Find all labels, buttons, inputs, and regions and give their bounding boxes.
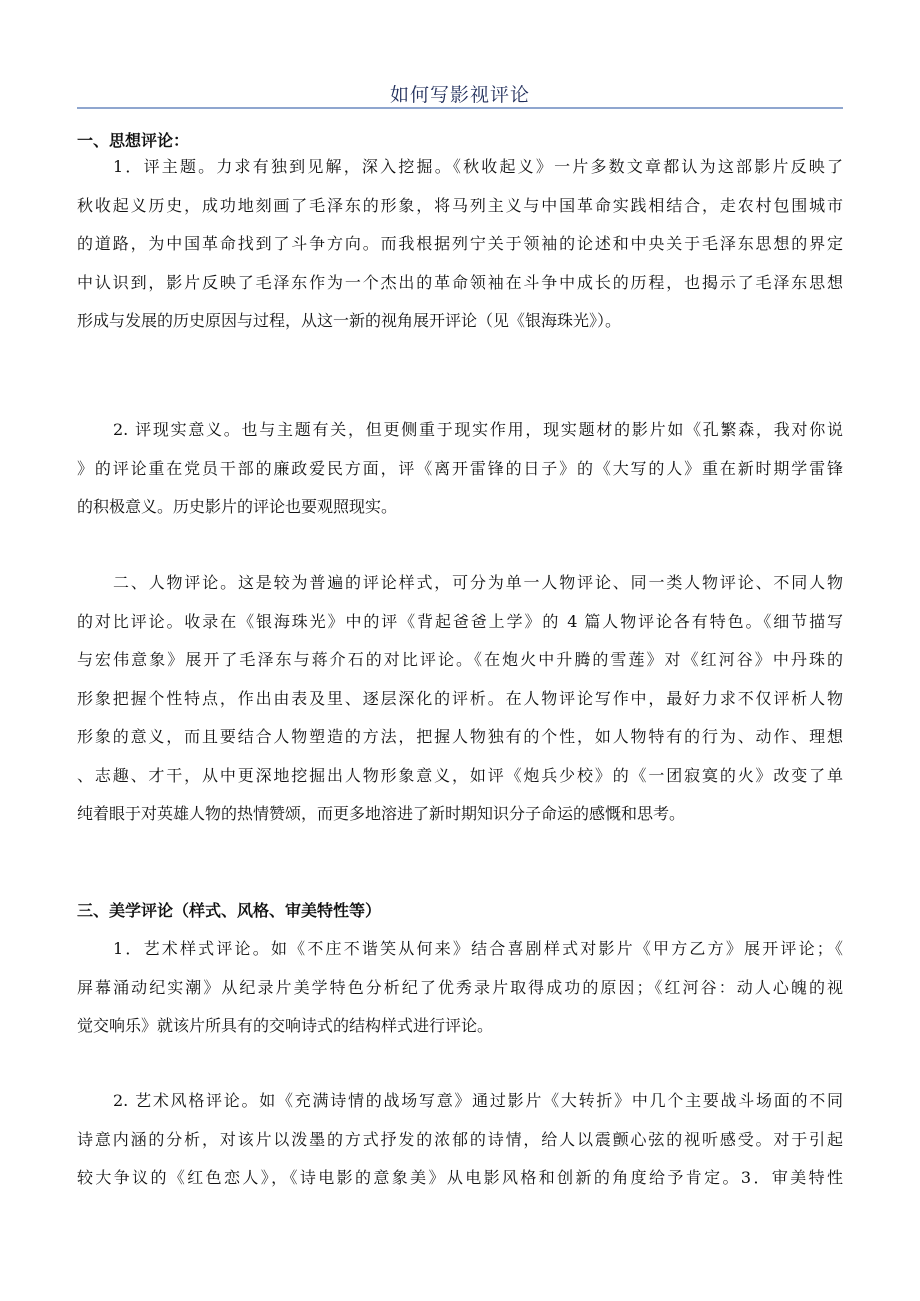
paragraph-character-review [77,564,843,834]
text-line: 1．艺术样式评论。如《不庄不谐笑从何来》结合喜剧样式对影片《甲方乙方》展开评论；《 [113,939,843,958]
paragraph-theme-review [77,148,843,341]
text-line: 》的评论重在党员干部的廉政爱民方面，评《离开雷锋的日子》的《大写的人》重在新时期学雷锋 [77,458,843,478]
text-line: 的对比评论。收录在《银海珠光》中的评《背起爸爸上学》的 4 篇人物评论各有特色。《细节描写 [77,611,843,631]
text-line: 较大争议的《红色恋人》，《诗电影的意象美》从电影风格和创新的角度给予肯定。3．审美特性 [77,1168,843,1187]
text-line: 的道路，为中国革命找到了斗争方向。而我根据列宁关于领袖的论述和中央关于毛泽东思想的界定 [77,234,843,253]
text-line: 的积极意义。历史影片的评论也要观照现实。 [77,497,398,516]
section-heading-thought-review: 一、思想评论： [77,131,190,150]
section-heading-aesthetic-review: 三、美学评论（样式、风格、审美特性等） [77,901,382,920]
text-line: 中认识到，影片反映了毛泽东作为一个杰出的革命领袖在斗争中成长的历程，也揭示了毛泽东思想 [77,272,843,292]
text-line: 与宏伟意象》展开了毛泽东与蒋介石的对比评论。《在炮火中升腾的雪莲》对《红河谷》中丹珠的 [77,650,843,669]
text-line: 形象的意义，而且要结合人物塑造的方法，把握人物独有的个性，如人物特有的行为、动作、理想 [77,727,843,746]
text-line: 二、人物评论。这是较为普遍的评论样式，可分为单一人物评论、同一类人物评论、不同人物 [113,573,843,592]
text-line: 觉交响乐》就该片所具有的交响诗式的结构样式进行评论。 [77,1016,494,1035]
paragraph-realistic-significance [77,411,843,527]
text-line: 、志趣、才干，从中更深地挖掘出人物形象意义，如评《炮兵少校》的《一团寂寞的火》改变了单 [77,765,843,785]
title-underline-divider [77,107,843,109]
text-line: 屏幕涌动纪实潮》从纪录片美学特色分析纪了优秀录片取得成功的原因；《红河谷：动人心魄的视 [77,977,843,997]
paragraph-art-form-review [77,930,843,1046]
text-line: 1．评主题。力求有独到见解，深入挖掘。《秋收起义》一片多数文章都认为这部影片反映了 [113,157,843,176]
text-line: 2. 艺术风格评论。如《充满诗情的战场写意》通过影片《大转折》中几个主要战斗场面的不同 [113,1091,843,1110]
text-line: 纯着眼于对英雄人物的热情赞颂，而更多地溶进了新时期知识分子命运的感慨和思考。 [77,804,686,823]
text-line: 2. 评现实意义。也与主题有关，但更侧重于现实作用，现实题材的影片如《孔繁森，我对你说 [113,420,843,439]
paragraph-art-style-review [77,1082,843,1198]
text-line: 诗意内涵的分析，对该片以泼墨的方式抒发的浓郁的诗情，给人以震颤心弦的视听感受。对于引起 [77,1129,843,1149]
text-line: 形成与发展的历史原因与过程，从这一新的视角展开评论（见《银海珠光》）。 [77,311,622,330]
text-line: 秋收起义历史，成功地刻画了毛泽东的形象，将马列主义与中国革命实践相结合，走农村包围城市 [77,195,843,215]
text-line: 形象把握个性特点，作出由表及里、逐层深化的评析。在人物评论写作中，最好力求不仅评析人物 [77,688,843,708]
document-title: 如何写影视评论 [389,84,530,106]
